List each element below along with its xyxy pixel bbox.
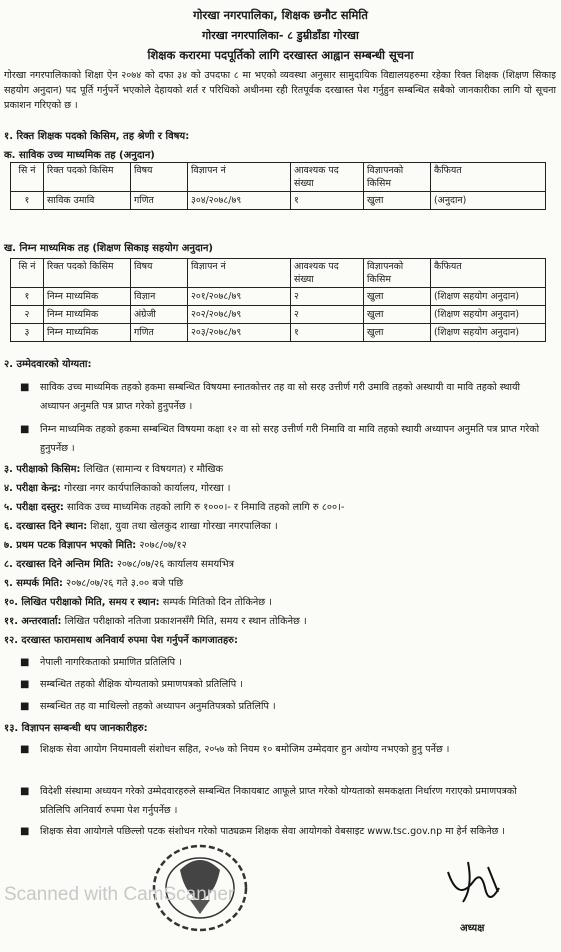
table-b [10,258,546,342]
table-cell: गणित [131,324,188,342]
table-cell: (शिक्षण सहयोग अनुदान) [431,324,546,342]
note-text: विदेशी संस्थामा अध्ययन गरेको उम्मेदवारहरुले सम्बन्धित निकायबाट आफूले प्राप्त गरेको योग्यताको समकक्षता निर्धारण गराएको प्रमाणपत्रको प्रतिलिपि अनिवार्य रुपमा पेश गर्नुपर्नेछ । [40,786,517,816]
table-a-header-row [11,163,546,192]
section-13-title: १३. विज्ञापन सम्बन्धी थप जानकारीहरु: [4,723,148,734]
col-header: रिक्त पदको किसिम [44,163,131,192]
table-cell: (शिक्षण सहयोग अनुदान) [431,288,546,306]
item-written-exam: १०. लिखित परीक्षाको मिति, समय र स्थान: सम्पर्क मितिको दिन तोकिनेछ । [4,597,272,608]
col-header: रिक्त पदको किसिम [44,259,131,288]
table-cell: २ [291,288,364,306]
bullet-icon: ■ [20,382,30,393]
table-row [11,324,546,342]
note-item [20,740,550,759]
item-exam-center: ४. परीक्षा केन्द्र: गोरखा नगर कार्यपालिकाको कार्यालय, गोरखा । [4,483,231,494]
table-cell: निम्न माध्यमिक [44,306,131,324]
signature-label: अध्यक्ष [460,923,485,934]
header-line-2: गोरखा नगरपालिका- ८ डुम्रीडाँडा गोरखा [202,29,359,42]
bullet-icon: ■ [20,424,30,435]
col-header: विज्ञापन नं [188,163,291,192]
bullet-icon: ■ [20,744,30,755]
col-header: विषय [131,163,188,192]
scanner-watermark: Scanned with CamScanner [4,884,235,905]
table-cell: १ [291,324,364,342]
item-exam-fee: ५. परीक्षा दस्तुर: साविक उच्च माध्यमिक तहको लागि रु १०००।- र निमावि तहको लागि रु ८००।- [4,502,345,513]
table-cell: २ [11,306,44,324]
table-cell: ३ [11,324,44,342]
table-cell: (शिक्षण सहयोग अनुदान) [431,306,546,324]
col-header: सि नं [11,259,44,288]
note-text: शिक्षक सेवा आयोग नियमावली संशोधन सहित, २०५७ को नियम १० बमोजिम उम्मेदवार हुन अयोग्य नभएको हुनु पर्नेछ । [40,744,450,755]
table-cell: १ [11,192,44,210]
table-cell: २०३/२०७८/७९ [188,324,291,342]
note-item [20,782,550,820]
notice-title: शिक्षक करारमा पदपूर्तिको लागि दरखास्त आह्वान सम्बन्धी सूचना [147,48,414,62]
document-item [20,676,550,693]
col-header: विज्ञापन नं [188,259,291,288]
bullet-icon: ■ [20,701,30,712]
col-header: आवश्यक पद संख्या [291,163,364,192]
bullet-icon: ■ [20,786,30,797]
col-header: विज्ञापनको किसिम [364,163,431,192]
item-interview: ११. अन्तरवार्ता: लिखित परीक्षाको नतिजा प्रकाशनसँगै मिति, समय र स्थान तोकिनेछ । [4,616,307,627]
item-contact-date: ९. सम्पर्क मिति: २०७८/०७/२६ गते ३.०० बजे पछि [4,578,184,589]
table-cell: साविक उमावि [44,192,131,210]
note-text: शिक्षक सेवा आयोगले पछिल्लो पटक संशोधन गरेको पाठ्यक्रम शिक्षक सेवा आयोगको वेबसाइट www.tsc.gov.np मा हेर्न सकिनेछ । [40,826,506,837]
document-text: सम्बन्धित तह वा माथिल्लो तहको अध्यापन अनुमतिपत्रको प्रतिलिपि । [40,701,276,712]
table-cell: ३०४/२०७८/७९ [188,192,291,210]
col-header: सि नं [11,163,44,192]
signature-icon [438,852,528,922]
table-cell: १ [291,192,364,210]
table-cell: १ [11,288,44,306]
table-cell: गणित [131,192,188,210]
qualification-text: साविक उच्च माध्यमिक तहको हकमा सम्बन्धित विषयमा स्नातकोत्तर तह वा सो सरह उत्तीर्ण गरी उमावि तहको अस्थायी वा मावि तहको स्थायी अध्यापन अनुमति पत्र प्राप्त गरेको हुनुपर्नेछ । [40,382,520,412]
table-cell: २ [291,306,364,324]
document-item [20,654,550,671]
table-cell: खुला [364,324,431,342]
table-cell: (अनुदान) [431,192,546,210]
col-header: आवश्यक पद संख्या [291,259,364,288]
table-cell: निम्न माध्यमिक [44,324,131,342]
table-cell: निम्न माध्यमिक [44,288,131,306]
table-cell: २०२/२०७८/७९ [188,306,291,324]
table-b-header-row [11,259,546,288]
item-application-place: ६. दरखास्त दिने स्थान: शिक्षा, युवा तथा खेलकुद शाखा गोरखा नगरपालिका । [4,521,278,532]
col-header: विषय [131,259,188,288]
table-row [11,288,546,306]
qualification-text: निम्न माध्यमिक तहको हकमा सम्बन्धित विषयमा कक्षा १२ वा सो सरह उत्तीर्ण गरी निमावि वा मावि तहको स्थायी अध्यापन अनुमति पत्र प्राप्त गरेको हुनुपर्नेछ । [40,424,540,454]
intro-paragraph: गोरखा नगरपालिकाको शिक्षा ऐन २०७४ को दफा ३४ को उपदफा ८ मा भएको व्यवस्था अनुसार सामुदायिक विद्यालयहरुमा रहेका रिक्त शिक्षक (शिक्षण सिकाइ सहयोग अनुदान) पद पूर्ति गर्नुपर्ने भएकोले देहायको शर्त र परिधिको अधीनमा रही रितपूर्वक दरखास्त पेश गर्नुहुन सम्बन्धित सबैको जानकारीका लागि यो सूचना प्रकाशन गरिएको छ । [4,70,556,111]
table-cell: विज्ञान [131,288,188,306]
col-header: कैफियत [431,163,546,192]
col-header: विज्ञापनको किसिम [364,259,431,288]
document-item [20,698,550,715]
table-a [10,162,546,210]
item-documents-title: १२. दरखास्त फारामसाथ अनिवार्य रुपमा पेश गर्नुपर्ने कागजातहरु: [4,635,238,646]
bullet-icon: ■ [20,679,30,690]
table-cell: खुला [364,306,431,324]
section-1-title: १. रिक्त शिक्षक पदको किसिम, तह श्रेणी र विषय: [4,131,190,142]
qualification-item [20,378,550,416]
table-row [11,192,546,210]
bullet-icon: ■ [20,657,30,668]
col-header: कैफियत [431,259,546,288]
table-a-title: क. साविक उच्च माध्यमिक तह (अनुदान) [4,150,155,161]
item-first-publish-date: ७. प्रथम पटक विज्ञापन भएको मिति: २०७८/०७/१२ [4,540,187,551]
table-b-title: ख. निम्न माध्यमिक तह (शिक्षण सिकाइ सहयोग अनुदान) [4,243,213,254]
table-cell: अंग्रेजी [131,306,188,324]
item-deadline: ८. दरखास्त दिने अन्तिम मिति: २०७८/०७/२६ कार्यालय समयभित्र [4,559,235,570]
table-cell: खुला [364,288,431,306]
qualification-item [20,420,550,458]
table-row [11,306,546,324]
section-2-title: २. उम्मेदवारको योग्यता: [4,359,92,370]
header-line-1: गोरखा नगरपालिका, शिक्षक छनौट समिति [193,8,368,22]
bullet-icon: ■ [20,826,30,837]
item-exam-type: ३. परीक्षाको किसिम: लिखित (सामान्य र विषयगत) र मौखिक [4,464,224,475]
note-item [20,822,550,841]
document-text: नेपाली नागरिकताको प्रमाणित प्रतिलिपि । [40,657,182,668]
table-cell: २०१/२०७८/७९ [188,288,291,306]
document-text: सम्बन्धित तहको शैक्षिक योग्यताको प्रमाणपत्रको प्रतिलिपि । [40,679,243,690]
table-cell: खुला [364,192,431,210]
